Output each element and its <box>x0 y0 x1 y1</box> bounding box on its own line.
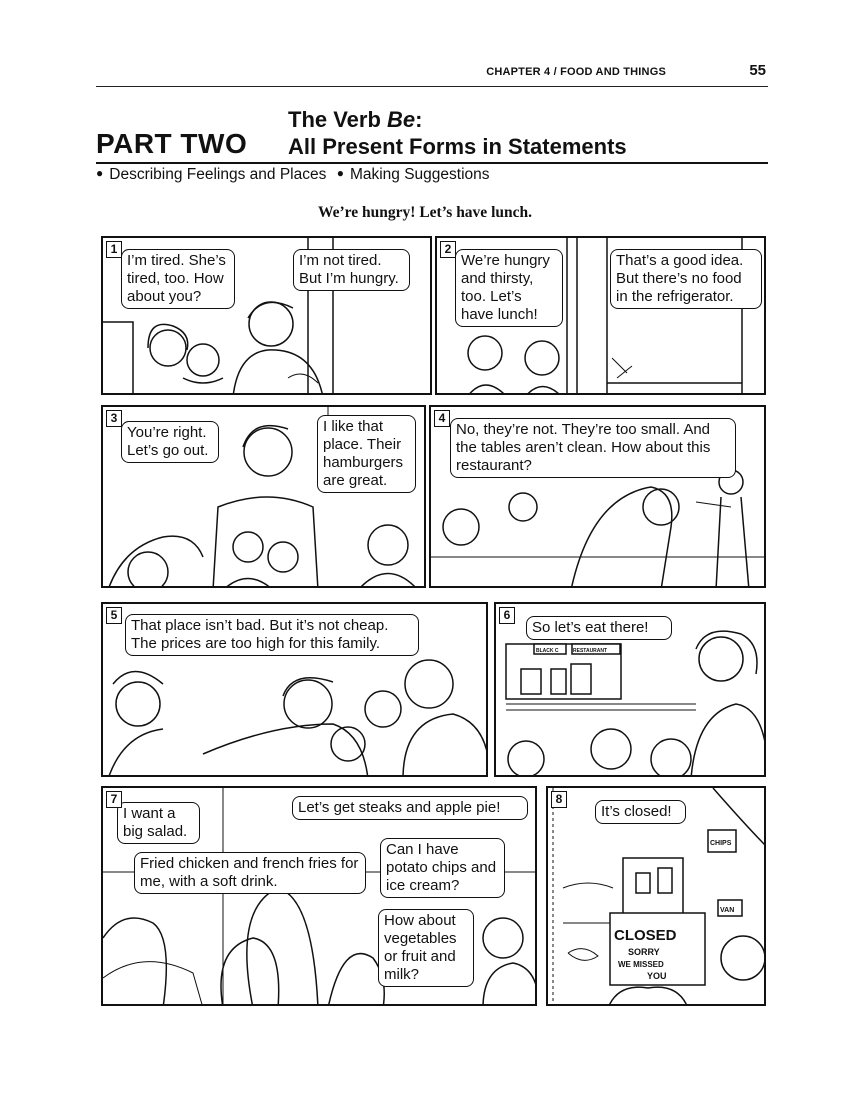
comic-panel-3 <box>101 405 426 588</box>
panel-number: 4 <box>434 410 450 427</box>
speech-bubble: How about vegetables or fruit and milk? <box>378 909 474 987</box>
speech-bubble: You’re right. Let’s go out. <box>121 421 219 463</box>
bullet-icon: ● <box>336 166 344 180</box>
speech-bubble: I’m not tired. But I’m hungry. <box>293 249 410 291</box>
speech-bubble: I like that place. Their hamburgers are great. <box>317 415 416 493</box>
sign-text: BLACK C <box>536 648 559 654</box>
topic-item: Making Suggestions <box>349 166 490 183</box>
speech-bubble: Can I have potato chips and ice cream? <box>380 838 505 898</box>
topic-item: Describing Feelings and Places <box>109 166 327 183</box>
section-title-line1: The Verb Be: <box>288 107 423 132</box>
sign-text: RESTAURANT <box>573 648 608 654</box>
speech-bubble: I’m tired. She’s tired, too. How about you? <box>121 249 235 309</box>
speech-bubble: That place isn’t bad. But it’s not cheap. The prices are too high for this family. <box>125 614 419 656</box>
section-title-line2: All Present Forms in Statements <box>288 134 627 159</box>
closed-sign-text: SORRY <box>628 947 660 957</box>
comic-panel-8 <box>546 786 766 1006</box>
speech-bubble: So let’s eat there! <box>526 616 672 640</box>
panel-number: 2 <box>440 241 456 258</box>
chapter-title: CHAPTER 4 / FOOD AND THINGS <box>486 66 666 78</box>
title-rule <box>96 162 768 164</box>
comic-panel-4 <box>429 405 766 588</box>
speech-bubble: No, they’re not. They’re too small. And the tables aren’t clean. How about this restaurant? <box>450 418 736 478</box>
sign-text: VAN <box>720 907 735 914</box>
speech-bubble: Let’s get steaks and apple pie! <box>292 796 528 820</box>
comic-subtitle: We’re hungry! Let’s have lunch. <box>318 204 532 221</box>
closed-sign-text: CLOSED <box>614 927 677 944</box>
comic-panel-1 <box>101 236 432 395</box>
comic-panel-2 <box>435 236 766 395</box>
panel-number: 5 <box>106 607 122 624</box>
comic-panel-5 <box>101 602 488 777</box>
sign-text: CHIPS <box>710 840 732 847</box>
speech-bubble: I want a big salad. <box>117 802 200 844</box>
speech-bubble: We’re hungry and thirsty, too. Let’s have lunch! <box>455 249 563 327</box>
panel-number: 1 <box>106 241 122 258</box>
panel-number: 8 <box>551 791 567 808</box>
running-header <box>96 62 768 87</box>
page-number: 55 <box>749 62 766 79</box>
speech-bubble: Fried chicken and french fries for me, with a soft drink. <box>134 852 366 894</box>
closed-sign-text: WE MISSED <box>618 960 664 969</box>
comic-panel-7 <box>101 786 537 1006</box>
speech-bubble: That’s a good idea. But there’s no food in the refrigerator. <box>610 249 762 309</box>
panel-number: 7 <box>106 791 122 808</box>
topic-list <box>96 166 490 184</box>
comic-panel-6 <box>494 602 766 777</box>
panel-number: 6 <box>499 607 515 624</box>
part-heading: PART TWO <box>96 128 248 159</box>
panel-number: 3 <box>106 410 122 427</box>
bullet-icon: ● <box>96 166 104 180</box>
speech-bubble: It’s closed! <box>595 800 686 824</box>
closed-sign-text: YOU <box>647 971 667 981</box>
